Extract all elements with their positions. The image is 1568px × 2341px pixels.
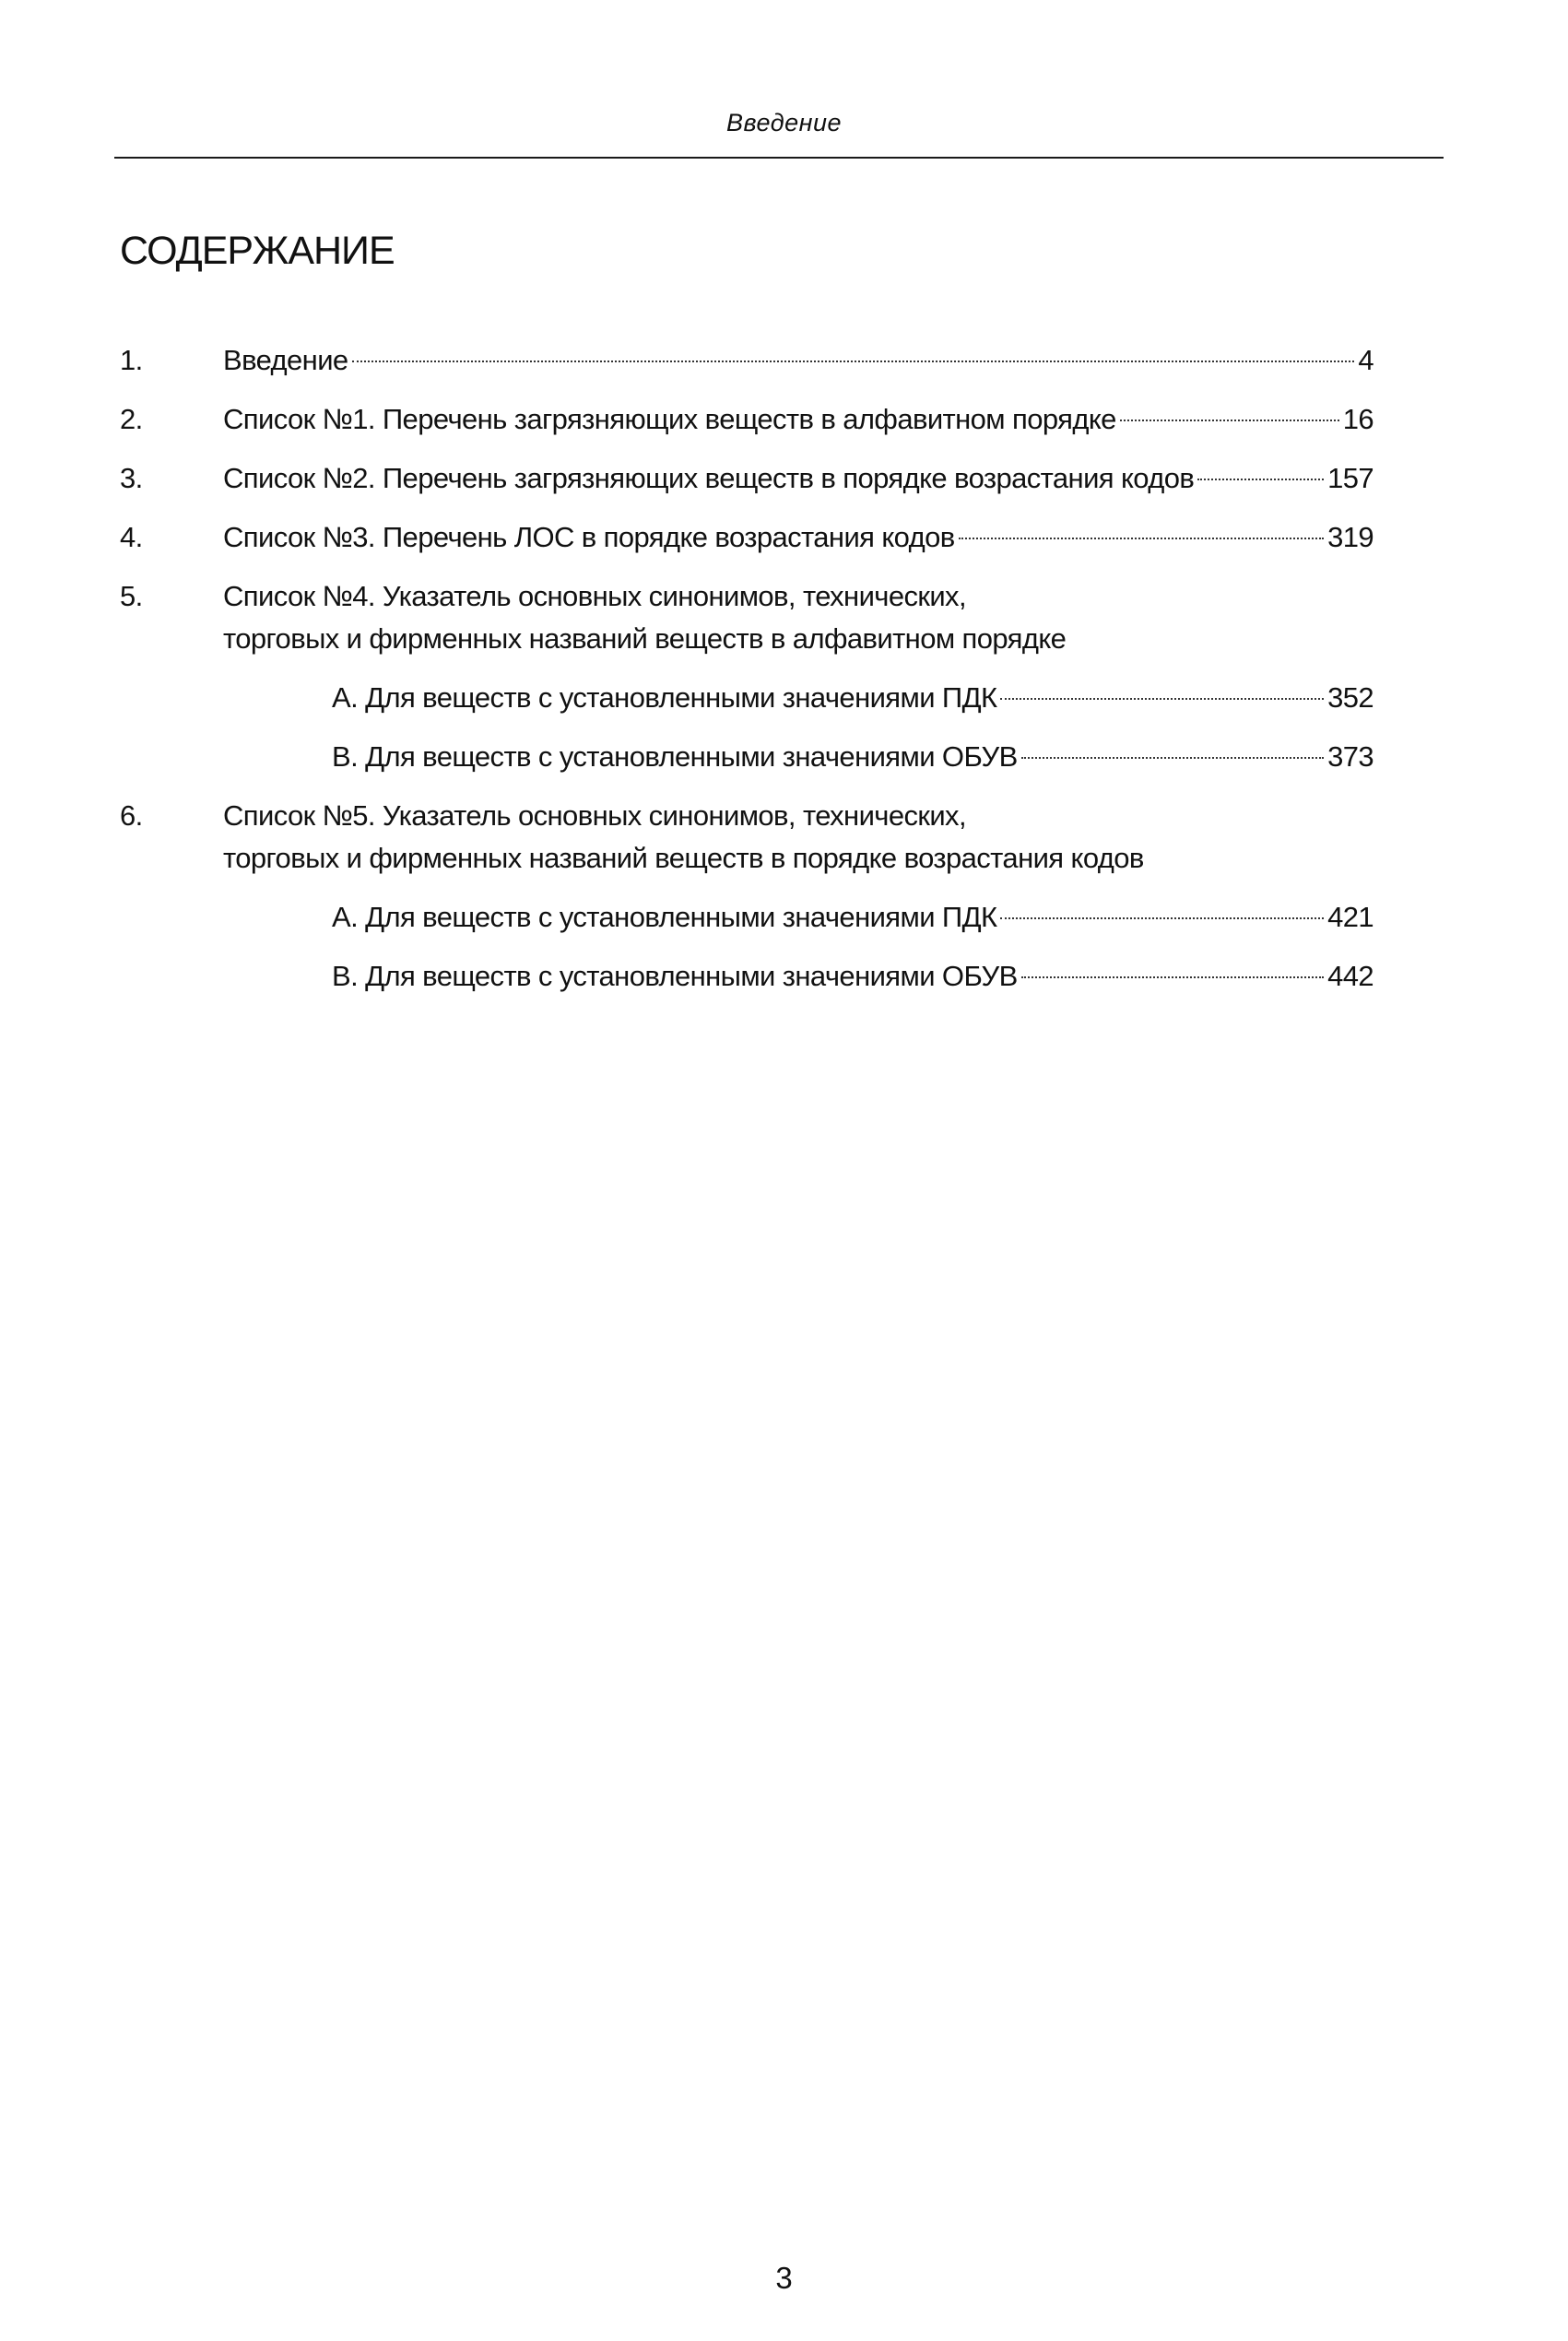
toc-entry-page: 319 bbox=[1327, 521, 1373, 553]
toc-entry-3[interactable] bbox=[120, 457, 1373, 500]
toc-entry-number: 3. bbox=[120, 462, 143, 494]
table-of-contents bbox=[120, 339, 1373, 1014]
toc-entry-5 bbox=[120, 575, 1373, 778]
toc-subentry-5b[interactable] bbox=[120, 736, 1373, 778]
dot-leader bbox=[1000, 698, 1324, 700]
toc-subentry-page: 442 bbox=[1327, 960, 1373, 992]
toc-subentry-title: А. Для веществ с установленными значениями ПДК bbox=[332, 681, 997, 714]
dot-leader bbox=[352, 361, 1355, 362]
running-head: Введение bbox=[725, 109, 843, 136]
toc-subentry-title: А. Для веществ с установленными значениями ПДК bbox=[332, 901, 997, 933]
dot-leader bbox=[1021, 976, 1324, 978]
toc-subentry-page: 373 bbox=[1327, 740, 1373, 773]
toc-entry-title: Введение bbox=[223, 344, 348, 376]
toc-entry-title: Список №1. Перечень загрязняющих веществ в алфавитном порядке bbox=[223, 403, 1116, 435]
toc-entry-title: Список №2. Перечень загрязняющих веществ в порядке возрастания кодов bbox=[223, 462, 1195, 494]
toc-entry-1[interactable] bbox=[120, 339, 1373, 382]
toc-entry-page: 16 bbox=[1342, 403, 1373, 435]
toc-entry-number: 6. bbox=[120, 799, 143, 832]
toc-subentry-6a[interactable] bbox=[120, 896, 1373, 939]
dot-leader bbox=[1000, 917, 1324, 919]
toc-entry-4[interactable] bbox=[120, 516, 1373, 559]
toc-subentry-5a[interactable] bbox=[120, 677, 1373, 719]
toc-entry-number: 2. bbox=[120, 403, 143, 435]
toc-subentry-page: 352 bbox=[1327, 681, 1373, 714]
toc-entry-page: 157 bbox=[1327, 462, 1373, 494]
toc-entry-title: Список №5. Указатель основных синонимов, технических, bbox=[223, 799, 966, 832]
toc-title: СОДЕРЖАНИЕ bbox=[120, 229, 395, 273]
toc-entry-2[interactable] bbox=[120, 398, 1373, 441]
dot-leader bbox=[1021, 757, 1324, 759]
toc-entry-title: Список №3. Перечень ЛОС в порядке возрастания кодов bbox=[223, 521, 955, 553]
dot-leader bbox=[959, 538, 1324, 539]
toc-entry-title-continued: торговых и фирменных названий веществ в порядке возрастания кодов bbox=[223, 842, 1144, 874]
toc-entry-title-continued: торговых и фирменных названий веществ в алфавитном порядке bbox=[223, 622, 1067, 655]
toc-subentry-title: В. Для веществ с установленными значениями ОБУВ bbox=[332, 740, 1018, 773]
toc-entry-number: 5. bbox=[120, 580, 143, 612]
toc-entry-page: 4 bbox=[1358, 344, 1373, 376]
dot-leader bbox=[1120, 420, 1339, 421]
toc-entry-6 bbox=[120, 795, 1373, 998]
toc-subentry-title: В. Для веществ с установленными значениями ОБУВ bbox=[332, 960, 1018, 992]
page-number: 3 bbox=[775, 2261, 793, 2295]
toc-subentry-6b[interactable] bbox=[120, 955, 1373, 998]
header-rule bbox=[114, 157, 1444, 159]
toc-entry-number: 4. bbox=[120, 521, 143, 553]
toc-subentry-page: 421 bbox=[1327, 901, 1373, 933]
dot-leader bbox=[1197, 479, 1324, 480]
toc-entry-title: Список №4. Указатель основных синонимов, технических, bbox=[223, 580, 966, 612]
toc-entry-number: 1. bbox=[120, 344, 143, 376]
